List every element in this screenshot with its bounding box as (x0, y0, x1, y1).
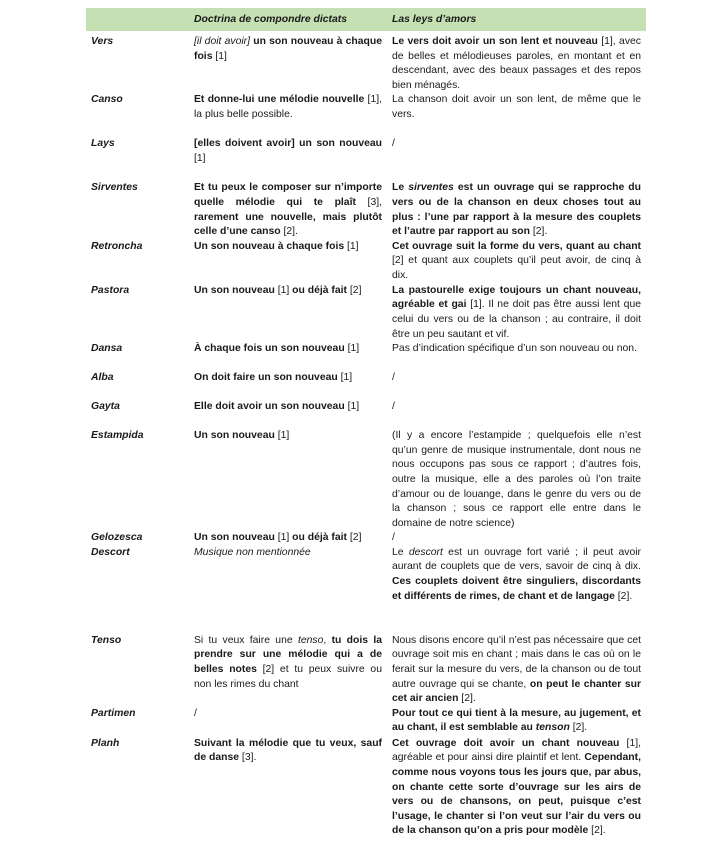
genre-cell: Tenso (91, 634, 122, 646)
leys-cell: Le descort est un ouvrage fort varié ; il peut avoir aurant de couplets que de vers, savoir de cinq à dix. Ces couplets doivent être singuliers, discordants et différents de rimes, de chant et de langage [2]. (392, 546, 641, 602)
leys-cell: Pour tout ce qui tient à la mesure, au jugement, et au chant, il est semblable au tenson [2]. (392, 707, 641, 734)
table-row (86, 93, 646, 137)
genre-cell: Dansa (91, 343, 123, 355)
leys-cell: Le vers doit avoir un son lent et nouveau [1], avec de belles et mélodieuses paroles, en montant et en descendant, avec des beaux passages et des repos bien ménagés. (392, 36, 641, 91)
genre-cell: Partimen (91, 707, 136, 719)
table-row (86, 284, 646, 342)
table-header-row (86, 8, 646, 31)
doctrina-cell: Si tu veux faire une tenso, tu dois la prendre sur une mélodie qui a de belles notes [2] et tu peux suivre ou non les rimes du chant (194, 634, 383, 690)
table-row (86, 400, 646, 429)
leys-cell: (Il y a encore l’estampide ; quelquefois elle n’est qu’un genre de musique instrumentale, dont nous ne nous occupons pas sous ce rapport ; d’autres fois, outre la musique, elle a des paroles où l’on traite d’amour ou de louange, dans le genre du vers ou de la chanson ; sous ce rapport elle entre dans le domaine de notre science) (392, 430, 641, 529)
doctrina-cell: Un son nouveau [1] ou déjà fait [2] (194, 532, 362, 544)
table-row (86, 137, 646, 181)
table-row (86, 371, 646, 400)
leys-cell: Cet ouvrage doit avoir un chant nouveau [1], agréable et pour ainsi dire plaintif et lent. Cependant, comme nous voyons tous les jours que, par abus, on chante cette sorte d’ouvrage sur les airs de vers ou de chansons, on peut, puisque c’est l’usage, le chanter si l’on veut sur l’air du vers ou de la chanson qu’on a pris pour modèle [2]. (392, 737, 641, 837)
doctrina-cell: Un son nouveau [1] (194, 430, 290, 442)
leys-cell: La chanson doit avoir un son lent, de même que le vers. (392, 94, 641, 120)
table-row (86, 707, 646, 737)
leys-cell: Le sirventes est un ouvrage qui se rapproche du vers ou de la chanson en deux choses tout au plus : l’une par rapport à la mesure des couplets et l’autre par rapport au son [2]. (392, 182, 641, 238)
header-leys: Las leys d’amors (387, 8, 646, 31)
genre-cell: Gayta (91, 401, 120, 413)
table-row (86, 31, 646, 93)
table-row (86, 546, 646, 634)
doctrina-cell: On doit faire un son nouveau [1] (194, 372, 353, 384)
comparison-table (86, 8, 646, 857)
leys-cell: Nous disons encore qu’il n’est pas nécessaire que cet ouvrage soit mis en chant ; mais dans le cas où on le ferait sur la mesure du vers, de la chanson ou de tout autre ouvrage qui se chante, on peut le chanter sur cet air ancien [2]. (392, 634, 642, 705)
leys-cell: Pas d’indication spécifique d’un son nouveau ou non. (392, 343, 637, 355)
doctrina-cell: Musique non mentionnée (194, 546, 311, 558)
doctrina-cell: À chaque fois un son nouveau [1] (194, 343, 360, 355)
genre-cell: Sirventes (91, 182, 138, 194)
leys-cell: / (392, 401, 395, 413)
doctrina-cell: Un son nouveau à chaque fois [1] (194, 240, 359, 252)
leys-cell: / (392, 532, 395, 544)
doctrina-cell: [il doit avoir] un son nouveau à chaque fois [1] (194, 36, 382, 62)
doctrina-cell: Elle doit avoir un son nouveau [1] (194, 401, 360, 413)
table-row (86, 737, 646, 857)
genre-cell: Planh (91, 737, 120, 749)
genre-cell: Alba (91, 372, 114, 384)
table-row (86, 531, 646, 546)
table-row (86, 634, 646, 707)
doctrina-cell: Un son nouveau [1] ou déjà fait [2] (194, 284, 362, 296)
header-genre (86, 8, 189, 31)
genre-cell: Vers (91, 36, 114, 47)
table-row (86, 429, 646, 531)
header-doctrina: Doctrina de compondre dictats (189, 8, 387, 31)
leys-cell: Cet ouvrage suit la forme du vers, quant au chant [2] et quant aux couplets qu’il peut avoir, de cinq à dix. (392, 240, 641, 281)
table-row (86, 342, 646, 371)
table-row (86, 181, 646, 239)
table-row (86, 240, 646, 284)
leys-cell: / (392, 372, 395, 384)
leys-cell: / (392, 138, 395, 150)
doctrina-cell: Et tu peux le composer sur n’importe quelle mélodie qui te plaît [3], rarement une nouvelle, mais plutôt celle d’une canso [2]. (194, 182, 382, 238)
doctrina-cell: Et donne-lui une mélodie nouvelle [1], la plus belle possible. (194, 94, 382, 120)
genre-cell: Estampida (91, 430, 144, 442)
doctrina-cell: Suivant la mélodie que tu veux, sauf de danse [3]. (194, 737, 382, 764)
leys-cell: La pastourelle exige toujours un chant nouveau, agréable et gai [1]. Il ne doit pas être aussi lent que celui du vers ou de la chanson ; au contraire, il doit être un peu sautant et vif. (392, 284, 642, 340)
doctrina-cell: / (194, 707, 197, 719)
genre-cell: Descort (91, 546, 130, 558)
genre-cell: Canso (91, 94, 123, 106)
genre-cell: Gelozesca (91, 532, 143, 544)
genre-cell: Pastora (91, 284, 130, 296)
doctrina-cell: [elles doivent avoir] un son nouveau [1] (194, 138, 382, 164)
genre-cell: Retroncha (91, 240, 143, 252)
genre-cell: Lays (91, 138, 115, 150)
